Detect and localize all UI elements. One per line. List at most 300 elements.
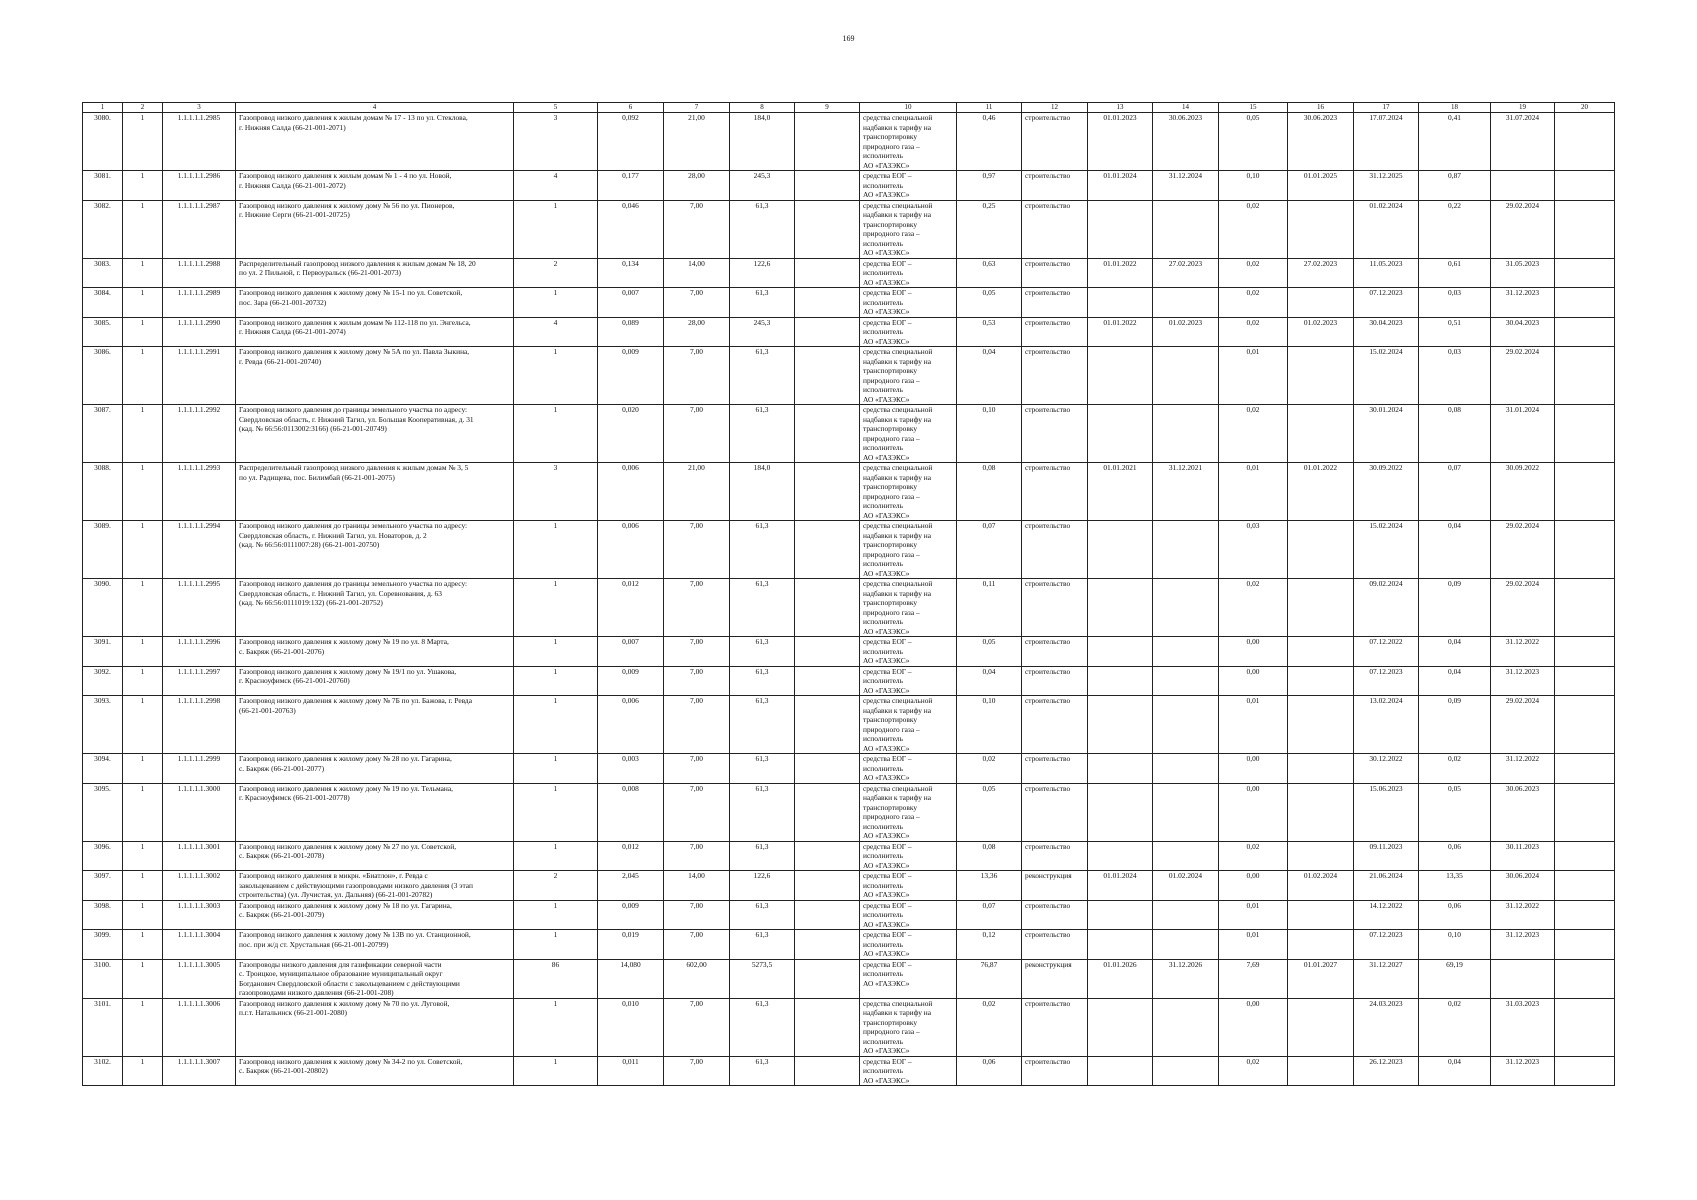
commissioning-date-cell: 31.07.2024 — [1491, 113, 1555, 171]
capacity-cell: 28,00 — [664, 171, 730, 201]
project-name-cell: Газопровод низкого давления к жилому дому № 15-1 по ул. Советской, пос. Зара (66-21-001-20732) — [236, 288, 514, 318]
row-number-cell: 3080. — [83, 113, 123, 171]
design-end-cell — [1153, 930, 1219, 960]
construction-end-cell: 07.12.2023 — [1354, 666, 1419, 696]
construction-end-cell: 15.02.2024 — [1354, 521, 1419, 579]
cost-cell: 0,05 — [957, 783, 1022, 841]
funding-source-cell: средства специальной надбавки к тарифу на транспортировку природного газа – исполнитель АО «ГАЗЭКС» — [860, 998, 957, 1056]
volume-cell: 61,3 — [730, 900, 795, 930]
commissioning-date-cell: 31.12.2023 — [1491, 288, 1555, 318]
project-code-cell: 1.1.1.1.1.2994 — [163, 521, 236, 579]
construction-start-cell — [1288, 841, 1354, 871]
section-cell: 1 — [123, 317, 163, 347]
project-code-cell: 1.1.1.1.1.2991 — [163, 347, 236, 405]
capacity-cell: 7,00 — [664, 666, 730, 696]
project-name-cell: Газопровод низкого давления к жилому дому № 7Б по ул. Бажова, г. Ревда (66-21-001-20763) — [236, 696, 514, 754]
project-code-cell: 1.1.1.1.1.2990 — [163, 317, 236, 347]
design-cost-cell: 0,03 — [1219, 521, 1288, 579]
length-km-cell: 0,092 — [598, 113, 664, 171]
capacity-cell: 602,00 — [664, 959, 730, 998]
design-start-cell: 01.01.2026 — [1088, 959, 1153, 998]
work-type-cell: строительство — [1022, 930, 1088, 960]
table-row — [83, 871, 1615, 901]
funding-source-cell: средства специальной надбавки к тарифу на транспортировку природного газа – исполнитель АО «ГАЗЭКС» — [860, 579, 957, 637]
work-type-cell: реконструкция — [1022, 871, 1088, 901]
design-end-cell: 01.02.2024 — [1153, 871, 1219, 901]
work-type-cell: строительство — [1022, 405, 1088, 463]
volume-cell: 61,3 — [730, 288, 795, 318]
construction-start-cell — [1288, 405, 1354, 463]
header-cell-6: 6 — [598, 103, 664, 113]
col-20-cell — [1555, 1056, 1615, 1086]
design-cost-cell: 0,02 — [1219, 317, 1288, 347]
commissioning-date-cell — [1491, 171, 1555, 201]
table-row — [83, 998, 1615, 1056]
quantity-cell: 4 — [514, 171, 598, 201]
table-row — [83, 258, 1615, 288]
work-type-cell: строительство — [1022, 288, 1088, 318]
funding-source-cell: средства специальной надбавки к тарифу на транспортировку природного газа – исполнитель АО «ГАЗЭКС» — [860, 347, 957, 405]
project-code-cell: 1.1.1.1.1.3005 — [163, 959, 236, 998]
work-type-cell: строительство — [1022, 900, 1088, 930]
table-row — [83, 696, 1615, 754]
construction-start-cell — [1288, 666, 1354, 696]
design-cost-cell: 0,00 — [1219, 754, 1288, 784]
design-end-cell — [1153, 200, 1219, 258]
construction-cost-cell: 0,06 — [1419, 841, 1491, 871]
volume-cell: 61,3 — [730, 930, 795, 960]
design-cost-cell: 0,01 — [1219, 696, 1288, 754]
work-type-cell: строительство — [1022, 317, 1088, 347]
header-cell-13: 13 — [1088, 103, 1153, 113]
work-type-cell: строительство — [1022, 347, 1088, 405]
cost-cell: 0,07 — [957, 521, 1022, 579]
length-km-cell: 0,046 — [598, 200, 664, 258]
design-end-cell — [1153, 783, 1219, 841]
construction-end-cell: 31.12.2027 — [1354, 959, 1419, 998]
capacity-cell: 7,00 — [664, 1056, 730, 1086]
capacity-cell: 7,00 — [664, 579, 730, 637]
table-row — [83, 579, 1615, 637]
commissioning-date-cell: 30.09.2022 — [1491, 463, 1555, 521]
work-type-cell: строительство — [1022, 258, 1088, 288]
cost-cell: 0,04 — [957, 666, 1022, 696]
section-cell: 1 — [123, 930, 163, 960]
project-name-cell: Газопровод низкого давления к жилому дому № 34-2 по ул. Советской, с. Бакряж (66-21-001-20802) — [236, 1056, 514, 1086]
col-9-cell — [795, 200, 860, 258]
header-cell-11: 11 — [957, 103, 1022, 113]
construction-cost-cell: 0,10 — [1419, 930, 1491, 960]
section-cell: 1 — [123, 783, 163, 841]
project-name-cell: Газопровод низкого давления до границы земельного участка по адресу: Свердловская область, г. Нижний Тагил, ул. Новаторов, д. 2 (кад. № 66:56:0111007:28) (66-21-001-20750) — [236, 521, 514, 579]
volume-cell: 61,3 — [730, 521, 795, 579]
construction-start-cell: 01.01.2025 — [1288, 171, 1354, 201]
design-start-cell — [1088, 521, 1153, 579]
design-cost-cell: 0,02 — [1219, 841, 1288, 871]
design-start-cell — [1088, 998, 1153, 1056]
header-cell-16: 16 — [1288, 103, 1354, 113]
quantity-cell: 1 — [514, 637, 598, 667]
commissioning-date-cell: 31.12.2023 — [1491, 666, 1555, 696]
construction-end-cell: 26.12.2023 — [1354, 1056, 1419, 1086]
row-number-cell: 3083. — [83, 258, 123, 288]
construction-start-cell — [1288, 696, 1354, 754]
header-cell-8: 8 — [730, 103, 795, 113]
header-cell-7: 7 — [664, 103, 730, 113]
table-row — [83, 930, 1615, 960]
construction-cost-cell: 0,02 — [1419, 998, 1491, 1056]
design-end-cell: 30.06.2023 — [1153, 113, 1219, 171]
section-cell: 1 — [123, 998, 163, 1056]
capacity-cell: 7,00 — [664, 841, 730, 871]
col-9-cell — [795, 317, 860, 347]
length-km-cell: 0,012 — [598, 841, 664, 871]
project-code-cell: 1.1.1.1.1.3004 — [163, 930, 236, 960]
construction-end-cell: 30.12.2022 — [1354, 754, 1419, 784]
design-start-cell — [1088, 930, 1153, 960]
cost-cell: 0,97 — [957, 171, 1022, 201]
table-row — [83, 841, 1615, 871]
funding-source-cell: средства ЕОГ – исполнитель АО «ГАЗЭКС» — [860, 666, 957, 696]
cost-cell: 0,08 — [957, 841, 1022, 871]
construction-cost-cell: 0,04 — [1419, 1056, 1491, 1086]
funding-source-cell: средства специальной надбавки к тарифу на транспортировку природного газа – исполнитель АО «ГАЗЭКС» — [860, 200, 957, 258]
design-start-cell — [1088, 1056, 1153, 1086]
cost-cell: 76,87 — [957, 959, 1022, 998]
project-name-cell: Газопровод низкого давления к жилому дому № 56 по ул. Пионеров, г. Нижние Серги (66-21-001-20725) — [236, 200, 514, 258]
design-start-cell: 01.01.2022 — [1088, 258, 1153, 288]
volume-cell: 61,3 — [730, 998, 795, 1056]
table-row — [83, 666, 1615, 696]
table-row — [83, 521, 1615, 579]
project-name-cell: Газопроводы низкого давления для газификации северной части с. Троицкое, муниципальное образование муниципальный округ Богданович Свердловской области с закольцеванием с действующими газопроводами низкого давления (66-21-001-208) — [236, 959, 514, 998]
section-cell: 1 — [123, 841, 163, 871]
design-start-cell: 01.01.2021 — [1088, 463, 1153, 521]
funding-source-cell: средства ЕОГ – исполнитель АО «ГАЗЭКС» — [860, 754, 957, 784]
length-km-cell: 0,020 — [598, 405, 664, 463]
table-row — [83, 900, 1615, 930]
length-km-cell: 0,006 — [598, 463, 664, 521]
commissioning-date-cell: 31.12.2022 — [1491, 754, 1555, 784]
length-km-cell: 0,007 — [598, 288, 664, 318]
row-number-cell: 3091. — [83, 637, 123, 667]
design-end-cell — [1153, 841, 1219, 871]
design-end-cell: 31.12.2024 — [1153, 171, 1219, 201]
commissioning-date-cell: 29.02.2024 — [1491, 696, 1555, 754]
capacity-cell: 21,00 — [664, 113, 730, 171]
capacity-cell: 7,00 — [664, 783, 730, 841]
table-row — [83, 783, 1615, 841]
col-9-cell — [795, 666, 860, 696]
col-20-cell — [1555, 754, 1615, 784]
cost-cell: 0,46 — [957, 113, 1022, 171]
header-cell-12: 12 — [1022, 103, 1088, 113]
cost-cell: 0,05 — [957, 637, 1022, 667]
col-9-cell — [795, 347, 860, 405]
row-number-cell: 3089. — [83, 521, 123, 579]
design-start-cell — [1088, 900, 1153, 930]
construction-start-cell — [1288, 521, 1354, 579]
table-row — [83, 113, 1615, 171]
design-start-cell — [1088, 696, 1153, 754]
commissioning-date-cell: 30.06.2023 — [1491, 783, 1555, 841]
construction-start-cell — [1288, 754, 1354, 784]
work-type-cell: строительство — [1022, 637, 1088, 667]
col-20-cell — [1555, 200, 1615, 258]
design-start-cell — [1088, 347, 1153, 405]
design-end-cell: 31.12.2026 — [1153, 959, 1219, 998]
section-cell: 1 — [123, 754, 163, 784]
commissioning-date-cell: 31.12.2023 — [1491, 1056, 1555, 1086]
col-9-cell — [795, 579, 860, 637]
quantity-cell: 3 — [514, 463, 598, 521]
col-20-cell — [1555, 171, 1615, 201]
quantity-cell: 1 — [514, 998, 598, 1056]
funding-source-cell: средства ЕОГ – исполнитель АО «ГАЗЭКС» — [860, 288, 957, 318]
funding-source-cell: средства специальной надбавки к тарифу на транспортировку природного газа – исполнитель АО «ГАЗЭКС» — [860, 405, 957, 463]
length-km-cell: 0,089 — [598, 317, 664, 347]
capacity-cell: 7,00 — [664, 930, 730, 960]
length-km-cell: 0,012 — [598, 579, 664, 637]
length-km-cell: 0,006 — [598, 521, 664, 579]
length-km-cell: 0,009 — [598, 666, 664, 696]
design-start-cell: 01.01.2023 — [1088, 113, 1153, 171]
length-km-cell: 0,019 — [598, 930, 664, 960]
work-type-cell: строительство — [1022, 1056, 1088, 1086]
volume-cell: 5273,5 — [730, 959, 795, 998]
quantity-cell: 1 — [514, 347, 598, 405]
design-end-cell: 01.02.2023 — [1153, 317, 1219, 347]
length-km-cell: 2,045 — [598, 871, 664, 901]
project-code-cell: 1.1.1.1.1.2997 — [163, 666, 236, 696]
construction-end-cell: 30.01.2024 — [1354, 405, 1419, 463]
commissioning-date-cell: 30.06.2024 — [1491, 871, 1555, 901]
col-9-cell — [795, 1056, 860, 1086]
construction-start-cell: 01.02.2023 — [1288, 317, 1354, 347]
project-code-cell: 1.1.1.1.1.2993 — [163, 463, 236, 521]
construction-cost-cell: 0,09 — [1419, 579, 1491, 637]
quantity-cell: 1 — [514, 900, 598, 930]
cost-cell: 0,07 — [957, 900, 1022, 930]
construction-start-cell — [1288, 579, 1354, 637]
cost-cell: 0,02 — [957, 754, 1022, 784]
volume-cell: 245,3 — [730, 171, 795, 201]
construction-cost-cell: 0,04 — [1419, 521, 1491, 579]
capacity-cell: 21,00 — [664, 463, 730, 521]
header-cell-3: 3 — [163, 103, 236, 113]
quantity-cell: 1 — [514, 696, 598, 754]
section-cell: 1 — [123, 871, 163, 901]
project-code-cell: 1.1.1.1.1.3000 — [163, 783, 236, 841]
col-9-cell — [795, 288, 860, 318]
design-cost-cell: 0,01 — [1219, 347, 1288, 405]
construction-start-cell — [1288, 930, 1354, 960]
section-cell: 1 — [123, 405, 163, 463]
col-20-cell — [1555, 637, 1615, 667]
design-start-cell — [1088, 288, 1153, 318]
investment-program-table — [82, 102, 1615, 1086]
design-start-cell — [1088, 783, 1153, 841]
design-end-cell — [1153, 288, 1219, 318]
project-name-cell: Газопровод низкого давления к жилому дому № 19/1 по ул. Ушакова, г. Красноуфимск (66-21-001-20760) — [236, 666, 514, 696]
row-number-cell: 3099. — [83, 930, 123, 960]
quantity-cell: 4 — [514, 317, 598, 347]
section-cell: 1 — [123, 637, 163, 667]
project-name-cell: Газопровод низкого давления к жилому дому № 19 по ул. 8 Марта, с. Бакряж (66-21-001-2076) — [236, 637, 514, 667]
length-km-cell: 0,009 — [598, 347, 664, 405]
construction-start-cell — [1288, 347, 1354, 405]
construction-end-cell: 09.02.2024 — [1354, 579, 1419, 637]
work-type-cell: строительство — [1022, 841, 1088, 871]
quantity-cell: 2 — [514, 258, 598, 288]
funding-source-cell: средства ЕОГ – исполнитель АО «ГАЗЭКС» — [860, 959, 957, 998]
construction-end-cell: 09.11.2023 — [1354, 841, 1419, 871]
project-name-cell: Газопровод низкого давления до границы земельного участка по адресу: Свердловская область, г. Нижний Тагил, ул. Соревнования, д. 63 (кад. № 66:56:0111019:132) (66-21-001-20752) — [236, 579, 514, 637]
header-cell-1: 1 — [83, 103, 123, 113]
table-row — [83, 288, 1615, 318]
quantity-cell: 1 — [514, 754, 598, 784]
project-code-cell: 1.1.1.1.1.2992 — [163, 405, 236, 463]
commissioning-date-cell: 30.11.2023 — [1491, 841, 1555, 871]
construction-cost-cell: 0,04 — [1419, 637, 1491, 667]
col-9-cell — [795, 998, 860, 1056]
work-type-cell: строительство — [1022, 696, 1088, 754]
design-end-cell — [1153, 1056, 1219, 1086]
commissioning-date-cell: 31.03.2023 — [1491, 998, 1555, 1056]
project-code-cell: 1.1.1.1.1.2988 — [163, 258, 236, 288]
volume-cell: 184,0 — [730, 463, 795, 521]
section-cell: 1 — [123, 347, 163, 405]
header-cell-19: 19 — [1491, 103, 1555, 113]
commissioning-date-cell: 31.12.2022 — [1491, 637, 1555, 667]
commissioning-date-cell: 29.02.2024 — [1491, 200, 1555, 258]
header-cell-10: 10 — [860, 103, 957, 113]
construction-start-cell — [1288, 637, 1354, 667]
volume-cell: 122,6 — [730, 871, 795, 901]
row-number-cell: 3098. — [83, 900, 123, 930]
construction-end-cell: 30.04.2023 — [1354, 317, 1419, 347]
col-20-cell — [1555, 998, 1615, 1056]
construction-cost-cell: 0,06 — [1419, 900, 1491, 930]
row-number-cell: 3088. — [83, 463, 123, 521]
construction-cost-cell: 0,61 — [1419, 258, 1491, 288]
col-20-cell — [1555, 930, 1615, 960]
col-9-cell — [795, 841, 860, 871]
header-cell-2: 2 — [123, 103, 163, 113]
table-row — [83, 347, 1615, 405]
design-cost-cell: 0,01 — [1219, 930, 1288, 960]
project-name-cell: Газопровод низкого давления к жилому дому № 13В по ул. Станционной, пос. при ж/д ст. Хрустальная (66-21-001-20799) — [236, 930, 514, 960]
col-9-cell — [795, 754, 860, 784]
cost-cell: 0,06 — [957, 1056, 1022, 1086]
col-20-cell — [1555, 959, 1615, 998]
header-cell-15: 15 — [1219, 103, 1288, 113]
capacity-cell: 7,00 — [664, 405, 730, 463]
length-km-cell: 14,080 — [598, 959, 664, 998]
design-cost-cell: 0,02 — [1219, 288, 1288, 318]
quantity-cell: 1 — [514, 666, 598, 696]
project-code-cell: 1.1.1.1.1.2986 — [163, 171, 236, 201]
construction-end-cell: 15.06.2023 — [1354, 783, 1419, 841]
capacity-cell: 7,00 — [664, 637, 730, 667]
design-end-cell — [1153, 900, 1219, 930]
design-end-cell — [1153, 579, 1219, 637]
construction-cost-cell: 69,19 — [1419, 959, 1491, 998]
funding-source-cell: средства специальной надбавки к тарифу на транспортировку природного газа – исполнитель АО «ГАЗЭКС» — [860, 783, 957, 841]
design-start-cell — [1088, 666, 1153, 696]
work-type-cell: строительство — [1022, 998, 1088, 1056]
section-cell: 1 — [123, 171, 163, 201]
construction-end-cell: 11.05.2023 — [1354, 258, 1419, 288]
commissioning-date-cell: 31.01.2024 — [1491, 405, 1555, 463]
construction-end-cell: 24.03.2023 — [1354, 998, 1419, 1056]
funding-source-cell: средства ЕОГ – исполнитель АО «ГАЗЭКС» — [860, 258, 957, 288]
project-name-cell: Газопровод низкого давления к жилому дому № 28 по ул. Гагарина, с. Бакряж (66-21-001-2077) — [236, 754, 514, 784]
section-cell: 1 — [123, 1056, 163, 1086]
design-cost-cell: 0,05 — [1219, 113, 1288, 171]
construction-cost-cell: 0,07 — [1419, 463, 1491, 521]
funding-source-cell: средства ЕОГ – исполнитель АО «ГАЗЭКС» — [860, 637, 957, 667]
construction-cost-cell: 0,08 — [1419, 405, 1491, 463]
row-number-cell: 3095. — [83, 783, 123, 841]
construction-cost-cell: 0,41 — [1419, 113, 1491, 171]
construction-start-cell — [1288, 288, 1354, 318]
length-km-cell: 0,007 — [598, 637, 664, 667]
project-code-cell: 1.1.1.1.1.3001 — [163, 841, 236, 871]
header-cell-9: 9 — [795, 103, 860, 113]
col-9-cell — [795, 463, 860, 521]
design-start-cell — [1088, 200, 1153, 258]
quantity-cell: 1 — [514, 841, 598, 871]
section-cell: 1 — [123, 463, 163, 521]
project-name-cell: Газопровод низкого давления до границы земельного участка по адресу: Свердловская область, г. Нижний Тагил, ул. Большая Кооперативная, д. 31 (кад. № 66:56:0113002:3166) (66-21-001-20749) — [236, 405, 514, 463]
row-number-cell: 3093. — [83, 696, 123, 754]
cost-cell: 0,63 — [957, 258, 1022, 288]
length-km-cell: 0,177 — [598, 171, 664, 201]
row-number-cell: 3094. — [83, 754, 123, 784]
construction-cost-cell: 0,04 — [1419, 666, 1491, 696]
project-code-cell: 1.1.1.1.1.2995 — [163, 579, 236, 637]
col-20-cell — [1555, 579, 1615, 637]
construction-cost-cell: 0,03 — [1419, 288, 1491, 318]
length-km-cell: 0,010 — [598, 998, 664, 1056]
work-type-cell: строительство — [1022, 521, 1088, 579]
construction-end-cell: 21.06.2024 — [1354, 871, 1419, 901]
capacity-cell: 7,00 — [664, 696, 730, 754]
project-name-cell: Газопровод низкого давления к жилым домам № 112-118 по ул. Энгельса, г. Нижняя Салда (66-21-001-2074) — [236, 317, 514, 347]
quantity-cell: 1 — [514, 930, 598, 960]
design-cost-cell: 0,02 — [1219, 200, 1288, 258]
capacity-cell: 14,00 — [664, 258, 730, 288]
work-type-cell: строительство — [1022, 579, 1088, 637]
col-20-cell — [1555, 405, 1615, 463]
construction-start-cell: 01.02.2024 — [1288, 871, 1354, 901]
funding-source-cell: средства ЕОГ – исполнитель АО «ГАЗЭКС» — [860, 930, 957, 960]
section-cell: 1 — [123, 258, 163, 288]
project-code-cell: 1.1.1.1.1.2999 — [163, 754, 236, 784]
section-cell: 1 — [123, 666, 163, 696]
project-code-cell: 1.1.1.1.1.3002 — [163, 871, 236, 901]
construction-cost-cell: 0,87 — [1419, 171, 1491, 201]
design-end-cell — [1153, 754, 1219, 784]
work-type-cell: строительство — [1022, 113, 1088, 171]
table-row — [83, 637, 1615, 667]
construction-cost-cell: 0,03 — [1419, 347, 1491, 405]
construction-cost-cell: 0,09 — [1419, 696, 1491, 754]
design-end-cell — [1153, 347, 1219, 405]
section-cell: 1 — [123, 959, 163, 998]
construction-end-cell: 31.12.2025 — [1354, 171, 1419, 201]
